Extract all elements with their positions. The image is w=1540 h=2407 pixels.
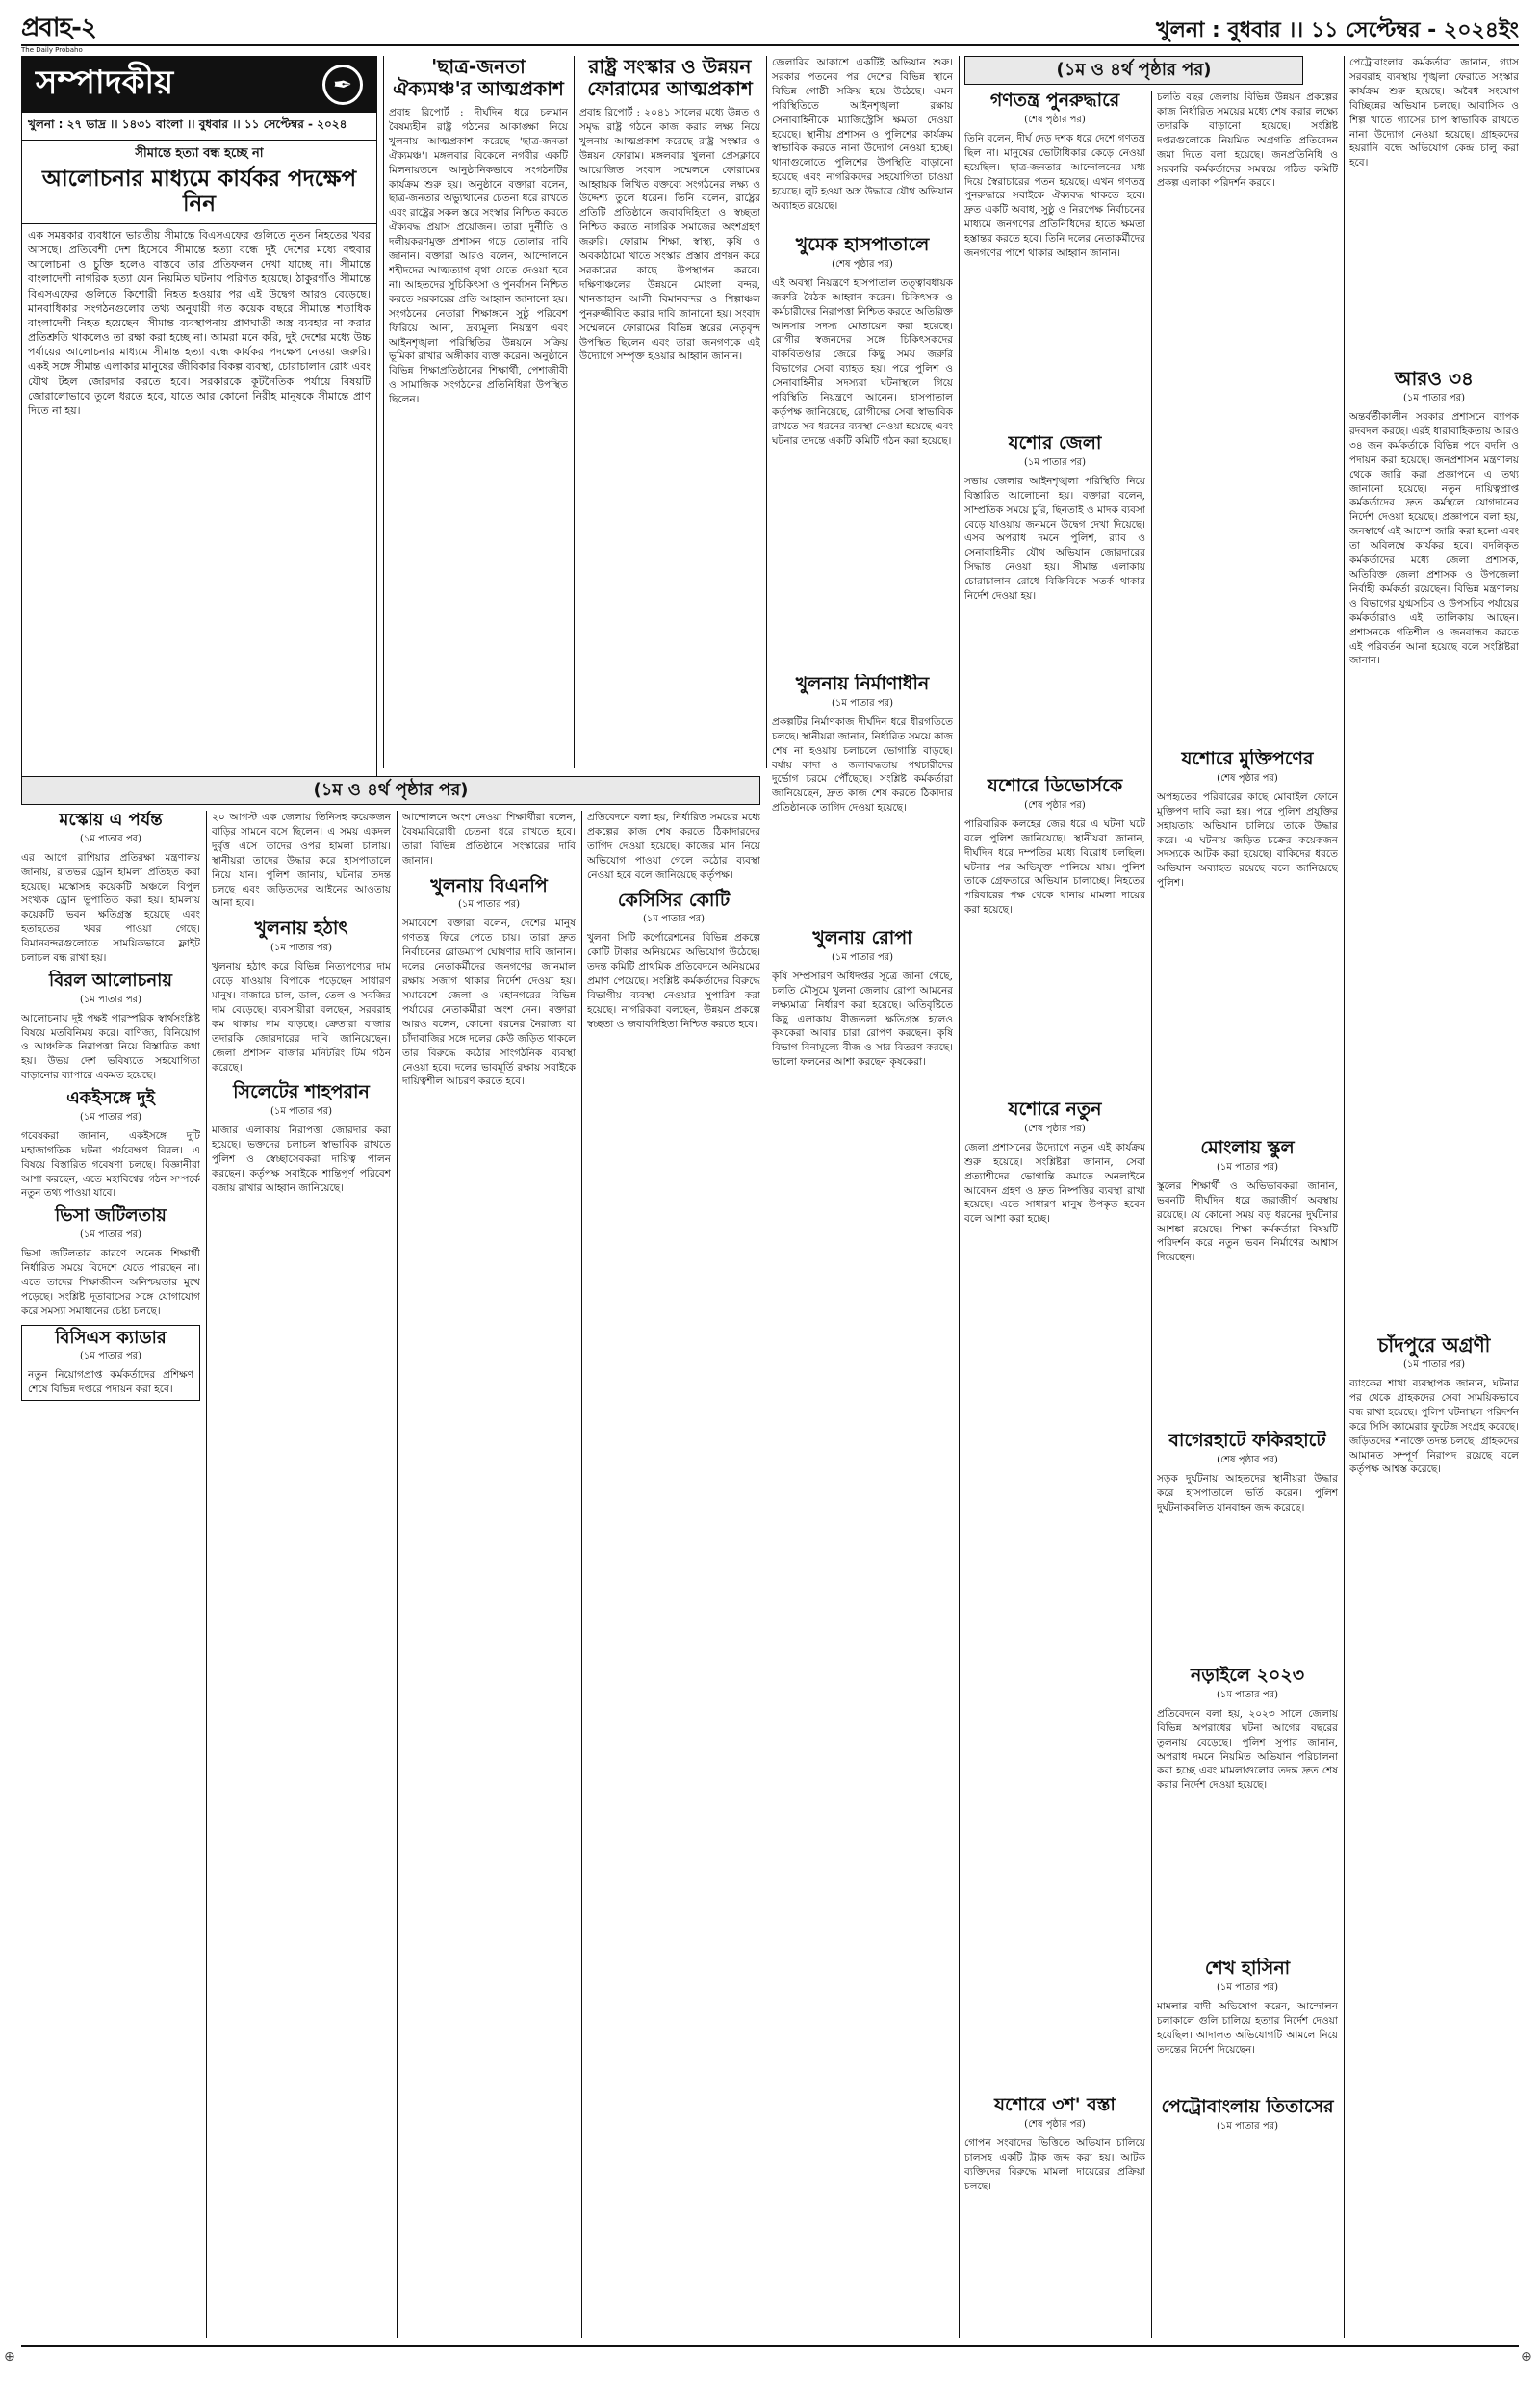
editorial-kicker: সীমান্তে হত্যা বন্ধ হচ্ছে না — [135, 146, 264, 161]
article-jessore-new — [964, 1100, 1145, 1677]
article-headline: যশোরে নতুন — [1008, 1100, 1102, 1120]
article-headline: 'ছাত্র-জনতা ঐক্যমঞ্চ'র আত্মপ্রকাশ — [393, 56, 564, 100]
article-body: মাজার এলাকায় নিরাপত্তা জোরদার করা হয়েছে। ভক্তদের চলাচল স্বাভাবিক রাখতে পুলিশ ও স্বেচ্ছাসেবকরা দায়িত্ব পালন করছেন। কর্তৃপক্ষ সবাইকে শান্তিপূর্ণ পরিবেশ বজায় রাখার আহ্বান জানিয়েছে। — [212, 1125, 391, 1194]
continuation-note: (১ম পাতার পর) — [1402, 1359, 1466, 1370]
article-sheikh-hasina — [1157, 1958, 1338, 2093]
continuation-note: (শেষ পৃষ্ঠার পর) — [1024, 1123, 1086, 1134]
continuation-note: (১ম পাতার পর) — [457, 899, 521, 911]
column-rule — [383, 56, 384, 768]
article-body: ২০ আগস্ট এক জেলায় তিনিসহ কয়েকজন বাড়ির সামনে বসে ছিলেন। এ সময় একদল দুর্বৃত্ত এসে তাদের ওপর হামলা চালায়। স্থানীয়রা তাদের উদ্ধার করে হাসপাতালে নিয়ে যান। পুলিশ জানায়, ঘটনার তদন্ত চলছে এবং জড়িতদের আইনের আওতায় আনা হবে। — [212, 812, 391, 910]
lower-column-2 — [212, 811, 391, 2338]
header-date: খুলনা : বুধবার ।। ১১ সেপ্টেম্বর - ২০২৪ইং — [1156, 18, 1519, 42]
article-body: খুলনা সিটি কর্পোরেশনের বিভিন্ন প্রকল্পে কোটি টাকার অনিয়মের অভিযোগ উঠেছে। তদন্ত কমিটি প্রাথমিক প্রতিবেদনে অনিয়মের প্রমাণ পেয়েছে। সংশ্লিষ্ট কর্মকর্তাদের বিরুদ্ধে বিভাগীয় ব্যবস্থা নেওয়ার সুপারিশ করা হয়েছে। নাগরিকরা বলছেন, উন্নয়ন প্রকল্পে স্বচ্ছতা ও জবাবদিহিতা নিশ্চিত করতে হবে। — [587, 932, 760, 1030]
article-body: এই অবস্থা নিয়ন্ত্রণে হাসপাতাল তত্ত্বাবধায়ক জরুরি বৈঠক আহ্বান করেন। চিকিৎসক ও কর্মচারীদের নিরাপত্তা নিশ্চিত করতে অতিরিক্ত আনসার সদস্য মোতায়েন করা হয়েছে। রোগীর স্বজনদের সঙ্গে চিকিৎসকদের বাকবিতণ্ডার জেরে কিছু সময় জরুরি বিভাগের সেবা ব্যাহত হয়। পরে পুলিশ ও সেনাবাহিনীর সদস্যরা ঘটনাস্থলে গিয়ে পরিস্থিতি নিয়ন্ত্রণে আনেন। হাসপাতাল কর্তৃপক্ষ জানিয়েছে, রোগীদের সেবা স্বাভাবিক রাখতে সব ধরনের ব্যবস্থা নেওয়া হয়েছে এবং ঘটনার তদন্তে একটি কমিটি গঠন করা হয়েছে। — [772, 276, 953, 447]
article-col6-top — [1157, 91, 1338, 745]
continuation-note: (১ম পাতার পর) — [642, 914, 706, 925]
column-rule — [959, 56, 960, 2338]
article-body: অন্তর্বর্তীকালীন সরকার প্রশাসনে ব্যাপক রদবদল করছে। এরই ধারাবাহিকতায় আরও ৩৪ জন কর্মকর্তাকে বিভিন্ন পদে বদলি ও পদায়ন করা হয়েছে। জনপ্রশাসন মন্ত্রণালয় থেকে জারি করা প্রজ্ঞাপনে এ তথ্য জানানো হয়েছে। নতুন দায়িত্বপ্রাপ্ত কর্মকর্তাদের দ্রুত কর্মস্থলে যোগদানের নির্দেশ দেওয়া হয়েছে। প্রজ্ঞাপনে বলা হয়, জনস্বার্থে এই আদেশ জারি করা হলো এবং তা অবিলম্বে কার্যকর হবে। বদলিকৃত কর্মকর্তাদের মধ্যে জেলা প্রশাসক, অতিরিক্ত জেলা প্রশাসক ও উপজেলা নির্বাহী কর্মকর্তা রয়েছেন। বিভিন্ন মন্ত্রণালয় ও বিভাগের যুগ্মসচিব ও উপসচিব পর্যায়ের কর্মকর্তারাও এই তালিকায় আছেন। প্রশাসনকে গতিশীল ও জনবান্ধব করতে এই পরিবর্তন আনা হয়েছে বলে সংশ্লিষ্টরা জানান। — [1349, 411, 1519, 667]
column-rule — [397, 811, 398, 2338]
continuation-note: (১ম পাতার পর) — [1216, 1689, 1279, 1700]
footer-rule — [21, 2345, 1519, 2347]
article-bagerhat — [1157, 1431, 1338, 1662]
article-headline: খুলনায় নির্মাণাধীন — [795, 674, 930, 694]
article-headline: পেট্রোবাংলায় তিতাসের — [1161, 2097, 1334, 2117]
article-body: পারিবারিক কলহের জের ধরে এ ঘটনা ঘটে বলে পুলিশ জানিয়েছে। স্থানীয়রা জানান, দীর্ঘদিন ধরে দম্পতির মধ্যে বিরোধ চলছিল। ঘটনার পর অভিযুক্ত পালিয়ে যায়। পুলিশ তাকে গ্রেফতারে অভিযান চালাচ্ছে। নিহতের পরিবারের পক্ষ থেকে থানায় মামলা দায়ের করা হয়েছে। — [964, 817, 1145, 917]
continuation-note: (১ম পাতার পর) — [1023, 456, 1087, 468]
editorial-box — [21, 56, 377, 799]
article-headline: নড়াইলে ২০২৩ — [1190, 1666, 1305, 1686]
article-jessore-liberation — [1157, 749, 1338, 1134]
article-headline: বাগেরহাটে ফকিরহাটে — [1168, 1431, 1326, 1451]
article-khulna-construction — [772, 674, 953, 924]
article-body: সড়ক দুর্ঘটনায় আহতদের স্থানীয়রা উদ্ধার করে হাসপাতালে ভর্তি করেন। পুলিশ দুর্ঘটনাকবলিত যানবাহন জব্দ করেছে। — [1157, 1472, 1338, 1514]
article-body: গোপন সংবাদের ভিত্তিতে অভিযান চালিয়ে চালসহ একটি ট্রাক জব্দ করা হয়। আটক ব্যক্তিদের বিরুদ্ধে মামলা দায়েরের প্রক্রিয়া চলছে। — [964, 2136, 1145, 2192]
continuation-note: (১ম পাতার পর) — [831, 951, 894, 963]
continuation-note: (শেষ পৃষ্ঠার পর) — [1024, 114, 1086, 125]
continuation-note: (১ম পাতার পর) — [79, 1351, 142, 1362]
article-headline: মোংলায় স্কুল — [1200, 1138, 1295, 1158]
column-rule — [206, 811, 207, 2338]
lower-column-1 — [21, 811, 200, 2338]
article-jessore-district — [964, 433, 1145, 770]
article-headline: কেসিসির কোটি — [617, 889, 731, 911]
article-body: তিনি বলেন, দীর্ঘ দেড় দশক ধরে দেশে গণতন্ত্র ছিল না। মানুষের ভোটাধিকার কেড়ে নেওয়া হয়েছিল। ছাত্র-জনতার আন্দোলনের মধ্য দিয়ে স্বৈরাচারের পতন হয়েছে। এখন গণতন্ত্র পুনরুদ্ধারে সবাইকে ঐক্যবদ্ধ থাকতে হবে। দ্রুত একটি অবাধ, সুষ্ঠু ও নিরপেক্ষ নির্বাচনের মাধ্যমে জনগণের প্রতিনিধিদের হাতে ক্ষমতা হস্তান্তর করতে হবে। তিনি দলের নেতাকর্মীদের জনগণের পাশে থাকার আহ্বান জানান। — [964, 132, 1145, 260]
article-khulna-ropa — [772, 928, 953, 2334]
article-headline: মস্কোয় এ পর্যন্ত — [59, 811, 163, 830]
article-body: জেলারির আকাশে একটিই অভিযান শুরু। সরকার পতনের পর দেশের বিভিন্ন স্থানে বিভিন্ন গোষ্ঠী সক্রিয় হয়ে উঠেছে। এমন পরিস্থিতিতে আইনশৃঙ্খলা রক্ষায় সেনাবাহিনীকে ম্যাজিস্ট্রেসি ক্ষমতা দেওয়া হয়েছে। স্থানীয় প্রশাসন ও পুলিশের কার্যক্রম স্বাভাবিক করতে নানা উদ্যোগ নেওয়া হচ্ছে। থানাগুলোতে পুলিশের উপস্থিতি বাড়ানো হয়েছে এবং নাগরিকদের সহযোগিতা চাওয়া হয়েছে। লুট হওয়া অস্ত্র উদ্ধারে যৌথ অভিযান অব্যাহত রয়েছে। — [772, 57, 953, 213]
article-body: খুলনায় হঠাৎ করে বিভিন্ন নিত্যপণ্যের দাম বেড়ে যাওয়ায় বিপাকে পড়েছেন সাধারণ মানুষ। বাজারে চাল, ডাল, তেল ও সবজির দাম বেড়েছে। ব্যবসায়ীরা বলছেন, সরবরাহ কম থাকায় দাম বাড়ছে। ক্রেতারা বাজার তদারকি জোরদারের দাবি জানিয়েছেন। জেলা প্রশাসন বাজার মনিটরিং টিম গঠন করেছে। — [212, 961, 391, 1074]
continuation-note: (১ম পাতার পর) — [79, 994, 142, 1005]
article-headline: ভিসা জটিলতায় — [55, 1205, 167, 1227]
lower-column-4 — [587, 811, 760, 2338]
column-rule — [581, 811, 582, 2338]
continuation-note: (১ম পাতার পর) — [1216, 1161, 1279, 1173]
article-body: আন্দোলনে অংশ নেওয়া শিক্ষার্থীরা বলেন, বৈষম্যবিরোধী চেতনা ধরে রাখতে হবে। তারা বিভিন্ন প্রতিষ্ঠানে সংস্কারের দাবি জানান। — [402, 812, 576, 867]
lower-column-3 — [402, 811, 576, 2338]
article-petrobangla — [1157, 2097, 1338, 2338]
masthead — [21, 8, 1519, 54]
article-body: প্রবাহ রিপোর্ট : দীর্ঘদিন ধরে চলমান বৈষম্যহীন রাষ্ট্র গঠনের আকাঙ্ক্ষা নিয়ে খুলনায় আত্মপ্রকাশ করেছে 'ছাত্র-জনতা ঐক্যমঞ্চ'। মঙ্গলবার বিকেলে নগরীর একটি মিলনায়তনে আনুষ্ঠানিকভাবে সংগঠনটির কার্যক্রম শুরু হয়। অনুষ্ঠানে বক্তারা বলেন, ছাত্র-জনতার অভ্যুত্থানের চেতনা ধরে রাখতে এবং রাষ্ট্রের সকল স্তরে সংস্কার নিশ্চিত করতে ঐক্যবদ্ধ প্রয়াস প্রয়োজন। তারা দুর্নীতি ও দলীয়করণমুক্ত প্রশাসন গড়ে তোলার দাবি জানান। বক্তারা আরও বলেন, আন্দোলনে শহীদদের আত্মত্যাগ বৃথা যেতে দেওয়া হবে না। আহতদের সুচিকিৎসা ও পুনর্বাসন নিশ্চিত করতে সরকারের প্রতি আহ্বান জানানো হয়। সংগঠনের নেতারা শিক্ষাঙ্গনে সুষ্ঠু পরিবেশ ফিরিয়ে আনা, দ্রব্যমূল্য নিয়ন্ত্রণ এবং আইনশৃঙ্খলা পরিস্থিতির উন্নয়নে সক্রিয় ভূমিকা রাখার অঙ্গীকার ব্যক্ত করেন। অনুষ্ঠানে বিভিন্ন শিক্ষাপ্রতিষ্ঠানের শিক্ষার্থী, পেশাজীবী ও সামাজিক সংগঠনের প্রতিনিধিরা উপস্থিত ছিলেন। — [389, 107, 568, 406]
article-headline: যশোরে মুক্তিপণের — [1181, 749, 1314, 769]
article-headline: চাঁদপুরে অগ্রণী — [1377, 1334, 1491, 1357]
jump-band: (১ম ও ৪র্থ পৃষ্ঠার পর) — [964, 56, 1303, 85]
continuation-note: (১ম পাতার পর) — [79, 833, 142, 844]
continuation-note: (শেষ পৃষ্ঠার পর) — [1217, 1454, 1278, 1465]
article-body: প্রতিবেদনে বলা হয়, নির্ধারিত সময়ের মধ্যে প্রকল্পের কাজ শেষ করতে ঠিকাদারদের তাগিদ দেওয়া হয়েছে। কাজের মান নিয়ে অভিযোগ পাওয়া গেলে কঠোর ব্যবস্থা নেওয়া হবে বলে জানিয়েছে কর্তৃপক্ষ। — [587, 812, 760, 881]
article-headline: খুমেক হাসপাতালে — [795, 235, 930, 255]
continuation-note: (শেষ পৃষ্ঠার পর) — [1217, 772, 1278, 784]
article-body: অপহৃতের পরিবারের কাছে মোবাইল ফোনে মুক্তিপণ দাবি করা হয়। পরে পুলিশ প্রযুক্তির সহায়তায় অভিযান চালিয়ে তাকে উদ্ধার করে। এ ঘটনায় জড়িত চক্রের কয়েকজন সদস্যকে আটক করা হয়েছে। বাকিদের ধরতে অভিযান অব্যাহত রয়েছে বলে জানিয়েছে পুলিশ। — [1157, 790, 1338, 890]
article-col4-top — [772, 56, 953, 229]
article-headline: গণতন্ত্র পুনরুদ্ধারে — [989, 91, 1120, 111]
article-narail — [1157, 1666, 1338, 1954]
article-headline: একইসঙ্গে দুই — [66, 1088, 155, 1109]
article-body: ভিসা জটিলতার কারণে অনেক শিক্ষার্থী নির্ধারিত সময়ে বিদেশে যেতে পারছেন না। এতে তাদের শিক্ষাজীবন অনিশ্চয়তার মুখে পড়েছে। সংশ্লিষ্ট দূতাবাসের সঙ্গে যোগাযোগ করে সমস্যা সমাধানের চেষ্টা চলছে। — [21, 1248, 200, 1317]
continuation-note: (১ম পাতার পর) — [831, 697, 894, 709]
article-body: নতুন নিয়োগপ্রাপ্ত কর্মকর্তাদের প্রশিক্ষণ শেষে বিভিন্ন দপ্তরে পদায়ন করা হবে। — [28, 1369, 193, 1396]
article-headline: যশোরে ৩শ' বস্তা — [994, 2095, 1116, 2115]
pen-icon: ✒ — [322, 65, 363, 105]
article-headline: আরও ৩৪ — [1395, 368, 1474, 390]
article-headline: বিরল আলোচনায় — [49, 970, 172, 991]
continuation-note: (১ম পাতার পর) — [1402, 393, 1466, 403]
article-mongla-school — [1157, 1138, 1338, 1427]
article-chhatra-janata — [389, 56, 568, 768]
article-body: জেলা প্রশাসনের উদ্যোগে নতুন এই কার্যক্রম শুরু হয়েছে। সংশ্লিষ্টরা জানান, সেবা প্রত্যাশীদের ভোগান্তি কমাতে অনলাইনে আবেদন গ্রহণ ও দ্রুত নিষ্পত্তির ব্যবস্থা রাখা হয়েছে। এতে সাধারণ মানুষ উপকৃত হবেন বলে আশা করা হচ্ছে। — [964, 1141, 1145, 1226]
continuation-note: (১ম পাতার পর) — [1216, 2120, 1279, 2132]
article-body: প্রতিবেদনে বলা হয়, ২০২৩ সালে জেলায় বিভিন্ন অপরাধের ঘটনা আগের বছরের তুলনায় বেড়েছে। পুলিশ সুপার জানান, অপরাধ দমনে নিয়মিত অভিযান পরিচালনা করা হচ্ছে এবং মামলাগুলোর তদন্ত দ্রুত শেষ করার নির্দেশ দেওয়া হয়েছে। — [1157, 1707, 1338, 1792]
article-body: সমাবেশে বক্তারা বলেন, দেশের মানুষ গণতন্ত্র ফিরে পেতে চায়। তারা দ্রুত নির্বাচনের রোডম্যাপ ঘোষণার দাবি জানান। দলের নেতাকর্মীদের জনগণের জানমাল রক্ষায় সজাগ থাকার নির্দেশ দেওয়া হয়। সমাবেশে জেলা ও মহানগরের বিভিন্ন পর্যায়ের নেতাকর্মীরা অংশ নেন। বক্তারা আরও বলেন, কোনো ধরনের নৈরাজ্য বা চাঁদাবাজির সঙ্গে দলের কেউ জড়িত থাকলে তার বিরুদ্ধে কঠোর সাংগঠনিক ব্যবস্থা নেওয়া হবে। দলের ভাবমূর্তি রক্ষায় সবাইকে দায়িত্বশীল আচরণ করতে হবে। — [402, 918, 576, 1088]
continuation-note: (১ম পাতার পর) — [79, 1229, 142, 1241]
article-headline: যশোরে ডিভোর্সকে — [987, 776, 1123, 796]
continuation-note: (শেষ পৃষ্ঠার পর) — [1024, 799, 1086, 811]
article-body: পেট্রোবাংলার কর্মকর্তারা জানান, গ্যাস সরবরাহ ব্যবস্থায় শৃঙ্খলা ফেরাতে সংস্কার কার্যক্রম শুরু হয়েছে। অবৈধ সংযোগ বিচ্ছিন্নের অভিযান চলছে। আবাসিক ও শিল্প খাতে গ্যাসের চাপ স্বাভাবিক রাখতে নানা উদ্যোগ নেওয়া হয়েছে। গ্রাহকদের হয়রানি বন্ধে অভিযোগ কেন্দ্র চালু করা হবে। — [1349, 57, 1519, 169]
article-body: ব্যাংকের শাখা ব্যবস্থাপক জানান, ঘটনার পর থেকে গ্রাহকদের সেবা সাময়িকভাবে বন্ধ রাখা হয়েছে। পুলিশ ঘটনাস্থল পরিদর্শন করে সিসি ক্যামেরার ফুটেজ সংগ্রহ করেছে। জড়িতদের শনাক্তে তদন্ত চলছে। গ্রাহকদের আমানত সম্পূর্ণ নিরাপদ রয়েছে বলে কর্তৃপক্ষ আশ্বস্ত করেছে। — [1349, 1378, 1519, 1476]
continuation-note: (১ম পাতার পর) — [270, 1106, 333, 1118]
article-khumek-hospital — [772, 235, 953, 668]
column-rule — [1344, 56, 1345, 2338]
editorial-date: খুলনা : ২৭ ভাদ্র ।। ১৪৩১ বাংলা ।। বুধবার ।। ১১ সেপ্টেম্বর - ২০২৪ — [22, 113, 376, 141]
article-arot-34 — [1349, 368, 1519, 1331]
article-body: চলতি বছর জেলায় বিভিন্ন উন্নয়ন প্রকল্পের কাজ নির্ধারিত সময়ের মধ্যে শেষ করার লক্ষ্যে তদারকি বাড়ানো হয়েছে। সংশ্লিষ্ট দপ্তরগুলোকে নিয়মিত অগ্রগতি প্রতিবেদন জমা দিতে বলা হয়েছে। জনপ্রতিনিধি ও সরকারি কর্মকর্তাদের সমন্বয়ে গঠিত কমিটি প্রকল্প এলাকা পরিদর্শন করবে। — [1157, 91, 1338, 190]
article-rashtro-songskar — [579, 56, 760, 768]
editorial-banner — [22, 57, 376, 113]
article-headline: খুলনায় রোপা — [812, 928, 912, 948]
article-body: কৃষি সম্প্রসারণ অধিদপ্তর সূত্রে জানা গেছে, চলতি মৌসুমে খুলনা জেলায় রোপা আমনের লক্ষ্যমাত্রা নির্ধারণ করা হয়েছে। অতিবৃষ্টিতে কিছু এলাকায় বীজতলা ক্ষতিগ্রস্ত হলেও কৃষকেরা আবার চারা রোপণ করছেন। কৃষি বিভাগ বিনামূল্যে বীজ ও সার বিতরণ করছে। ভালো ফলনের আশা করছেন কৃষকেরা। — [772, 970, 953, 1069]
editorial-headline: আলোচনার মাধ্যমে কার্যকর পদক্ষেপ নিন — [22, 165, 376, 224]
continuation-note: (১ম পাতার পর) — [270, 943, 333, 954]
continuation-note: (শেষ পৃষ্ঠার পর) — [832, 258, 893, 270]
article-headline: বিসিএস ক্যাডার — [55, 1327, 167, 1348]
article-body: গবেষকরা জানান, একইসঙ্গে দুটি মহাজাগতিক ঘটনা পর্যবেক্ষণ বিরল। এ বিষয়ে বিস্তারিত গবেষণা চলছে। বিজ্ঞানীরা আশা করছেন, এতে মহাবিশ্বের গঠন সম্পর্কে নতুন তথ্য পাওয়া যাবে। — [21, 1129, 200, 1200]
article-body: প্রকল্পটির নির্মাণকাজ দীর্ঘদিন ধরে ধীরগতিতে চলছে। স্থানীয়রা জানান, নির্ধারিত সময়ে কাজ শেষ না হওয়ায় চলাচলে ভোগান্তি বাড়ছে। বর্ষায় কাদা ও জলাবদ্ধতায় পথচারীদের দুর্ভোগ চরমে পৌঁছেছে। সংশ্লিষ্ট কর্মকর্তারা জানিয়েছেন, দ্রুত কাজ শেষ করতে ঠিকাদার প্রতিষ্ঠানকে তাগিদ দেওয়া হয়েছে। — [772, 715, 953, 815]
article-ganatantra — [964, 91, 1145, 427]
article-headline: শেখ হাসিনা — [1204, 1958, 1291, 1979]
article-col7-top — [1349, 56, 1519, 364]
article-headline: রাষ্ট্র সংস্কার ও উন্নয়ন ফোরামের আত্মপ্রকাশ — [587, 56, 753, 100]
continuation-note: (১ম পাতার পর) — [79, 1111, 142, 1123]
article-body: মামলার বাদী অভিযোগ করেন, আন্দোলন চলাকালে গুলি চালিয়ে হত্যার নির্দেশ দেওয়া হয়েছিল। আদালত অভিযোগটি আমলে নিয়ে তদন্তের নির্দেশ দিয়েছেন। — [1157, 2000, 1338, 2056]
column-rule — [766, 56, 767, 768]
column-rule — [574, 56, 575, 768]
article-headline: সিলেটের শাহপরান — [233, 1081, 370, 1103]
continuation-note: (১ম পাতার পর) — [1216, 1981, 1279, 1993]
article-jessore-divorce — [964, 776, 1145, 1094]
article-body: আলোচনায় দুই পক্ষই পারস্পরিক স্বার্থসংশ্লিষ্ট বিষয়ে মতবিনিময় করে। বাণিজ্য, বিনিয়োগ ও আঞ্চলিক নিরাপত্তা নিয়ে বিস্তারিত কথা হয়। উভয় দেশ ভবিষ্যতে সহযোগিতা বাড়ানোর ব্যাপারে একমত হয়েছে। — [21, 1012, 200, 1082]
article-body: সভায় জেলার আইনশৃঙ্খলা পরিস্থিতি নিয়ে বিস্তারিত আলোচনা হয়। বক্তারা বলেন, সাম্প্রতিক সময়ে চুরি, ছিনতাই ও মাদক ব্যবসা বেড়ে যাওয়ায় জনমনে উদ্বেগ দেখা দিয়েছে। এসব অপরাধ দমনে পুলিশ, র‍্যাব ও সেনাবাহিনীর যৌথ অভিযান জোরদারের সিদ্ধান্ত নেওয়া হয়। সীমান্ত এলাকায় চোরাচালান রোধে বিজিবিকে সতর্ক থাকার নির্দেশ দেওয়া হয়। — [964, 475, 1145, 603]
article-body: প্রবাহ রিপোর্ট : ২০৪১ সালের মধ্যে উন্নত ও সমৃদ্ধ রাষ্ট্র গঠনে কাজ করার লক্ষ্য নিয়ে খুলনায় আত্মপ্রকাশ করেছে রাষ্ট্র সংস্কার ও উন্নয়ন ফোরাম। মঙ্গলবার খুলনা প্রেসক্লাবে আয়োজিত সংবাদ সম্মেলনে ফোরামের আহ্বায়ক লিখিত বক্তব্যে সংগঠনের লক্ষ্য ও উদ্দেশ্য তুলে ধরেন। তিনি বলেন, রাষ্ট্রের প্রতিটি প্রতিষ্ঠানে জবাবদিহিতা ও স্বচ্ছতা নিশ্চিত করতে নাগরিক সমাজের অংশগ্রহণ জরুরি। ফোরাম শিক্ষা, স্বাস্থ্য, কৃষি ও অবকাঠামো খাতে সংস্কার প্রস্তাব প্রণয়ন করে সরকারের কাছে উপস্থাপন করবে। দক্ষিণাঞ্চলের উন্নয়নে মোংলা বন্দর, খানজাহান আলী বিমানবন্দর ও শিল্পাঞ্চল পুনরুজ্জীবিত করার দাবি জানানো হয়। সংবাদ সম্মেলনে ফোরামের বিভিন্ন স্তরের নেতৃবৃন্দ উপস্থিত ছিলেন এবং তারা জনগণকে এই উদ্যোগে সম্পৃক্ত হওয়ার আহ্বান জানান। — [579, 107, 760, 363]
article-headline: যশোর জেলা — [1008, 433, 1102, 453]
article-body: স্কুলের শিক্ষার্থী ও অভিভাবকরা জানান, ভবনটি দীর্ঘদিন ধরে জরাজীর্ণ অবস্থায় রয়েছে। যে কোনো সময় বড় ধরনের দুর্ঘটনার আশঙ্কা রয়েছে। শিক্ষা কর্মকর্তারা বিষয়টি পরিদর্শন করে নতুন ভবন নির্মাণের আশ্বাস দিয়েছেন। — [1157, 1179, 1338, 1264]
article-headline: খুলনায় হঠাৎ — [254, 918, 348, 940]
editorial-title: সম্পাদকীয় — [36, 63, 174, 102]
crop-mark-icon: ⊕ — [4, 2349, 15, 2365]
continuation-note: (শেষ পৃষ্ঠার পর) — [1024, 2118, 1086, 2130]
article-chandpur — [1349, 1334, 1519, 2338]
newspaper-logo: প্রবাহ-২ The Daily Probaho — [21, 13, 96, 54]
column-rule — [1151, 91, 1152, 2338]
article-headline: খুলনায় বিএনপি — [430, 874, 548, 896]
lower-jump-band: (১ম ও ৪র্থ পৃষ্ঠার পর) — [21, 776, 760, 805]
crop-mark-icon: ⊕ — [1521, 2349, 1532, 2365]
editorial-body: এক সময়কার ব্যবধানে ভারতীয় সীমান্তে বিএসএফের গুলিতে নুতন নিহতের খবর আসছে। প্রতিবেশী দেশ হিসেবে সীমান্তে হত্যা বন্ধে দুই দেশের মধ্যে বহুবার আলোচনা ও চুক্তি হলেও বাস্তবে তার প্রতিফলন দেখা যাচ্ছে না। সীমান্তে বাংলাদেশী নাগরিক হত্যা যেন নিয়মিত ঘটনায় পরিণত হয়েছে। ঠাকুরগাঁও সীমান্তে বিএসএফের গুলিতে কিশোরী নিহত হওয়ার পর এই উদ্বেগ আরও বেড়েছে। মানবাধিকার সংগঠনগুলোর তথ্য অনুযায়ী গত কয়েক বছরে সীমান্তে শতাধিক বাংলাদেশী নিহত হয়েছেন। সীমান্ত ব্যবস্থাপনায় প্রাণঘাতী অস্ত্র ব্যবহার না করার প্রতিশ্রুতি থাকলেও তা রক্ষা করা হচ্ছে না। আমরা মনে করি, দুই দেশের মধ্যে উচ্চ পর্যায়ের আলোচনার মাধ্যমে সীমান্ত হত্যা বন্ধে কার্যকর পদক্ষেপ নেওয়া জরুরি। একই সঙ্গে সীমান্ত এলাকার মানুষের জীবিকার বিকল্প ব্যবস্থা, চোরাচালান রোধ এবং যৌথ টহল জোরদার করতে হবে। সরকারকে কূটনৈতিক পর্যায়ে বিষয়টি জোরালোভাবে তুলে ধরতে হবে, যাতে আর কোনো নিরীহ মানুষকে সীমান্তে প্রাণ দিতে না হয়। — [28, 228, 371, 417]
article-body: এর আগে রাশিয়ার প্রতিরক্ষা মন্ত্রণালয় জানায়, রাতভর ড্রোন হামলা প্রতিহত করা হয়েছে। মস্কোসহ কয়েকটি অঞ্চলে বিপুল সংখ্যক ড্রোন ভূপাতিত করা হয়। হামলায় কয়েকটি ভবন ক্ষতিগ্রস্ত হয়েছে এবং হতাহতের খবর পাওয়া গেছে। বিমানবন্দরগুলোতে সাময়িকভাবে ফ্লাইট চলাচল বন্ধ রাখা হয়। — [21, 851, 200, 965]
article-jessore-bonna — [964, 2095, 1145, 2336]
